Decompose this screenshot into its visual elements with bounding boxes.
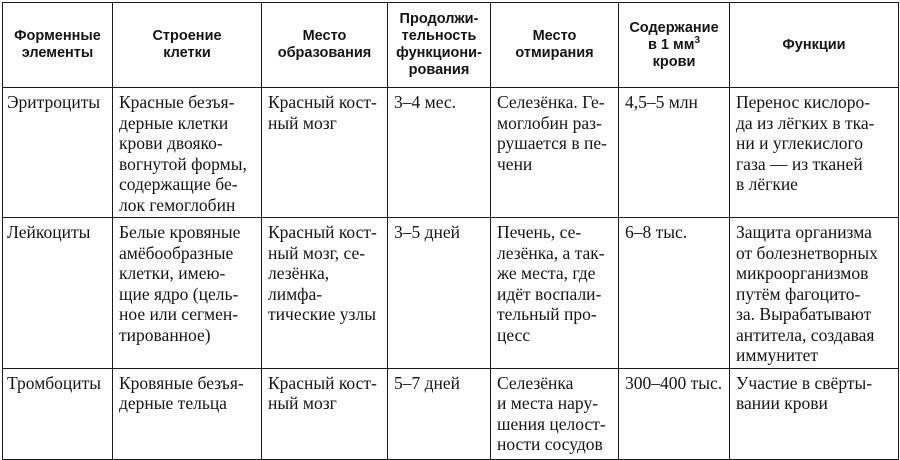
cell-formation-place: Красный кост- ный мозг (262, 88, 388, 218)
header-content-line3: крови (652, 53, 696, 70)
header-content-line2: в 1 $мм^3$ (647, 34, 701, 53)
cell-duration: 3–4 мес. (388, 88, 491, 218)
cell-functions: Перенос кислоро- да из лёгких в тка- ни и углекислого газа — из тканей в лёгкие (730, 88, 899, 218)
header-functions: Функции (730, 3, 899, 88)
cell-death-place: Селезёнка. Ге- моглобин раз- рушается в пе- чени (491, 88, 619, 218)
cell-functions: Участие в свёрты- вании крови (730, 368, 899, 459)
cell-content: 6–8 тыс. (619, 218, 730, 369)
cell-death-place: Печень, се- лезёнка, а так- же места, где идёт воспали- тельный про- цесс (491, 218, 619, 369)
header-duration: Продолжи- тельность функциони- рования (388, 3, 491, 88)
cell-element: Лейкоциты (3, 218, 113, 369)
blood-cells-table (2, 2, 899, 460)
cell-structure: Красные безъя- дерные клетки крови двояко- вогнутой формы, содержащие бе- лок гемоглобин (113, 88, 262, 218)
cell-functions: Защита организма от болезнетворных микроорганизмов путём фагоцито- за. Вырабатывают антитела, создавая иммунитет (730, 218, 899, 369)
header-structure: Строение клетки (113, 3, 262, 88)
cell-structure: Белые кровяные амёбообразные клетки, имею- щие ядро (цель- ное или сегмен- тированное) (113, 218, 262, 369)
cell-element: Эритроциты (3, 88, 113, 218)
cell-structure: Кровяные безъя- дерные тельца (113, 368, 262, 459)
header-elements: Форменные элементы (3, 3, 113, 88)
cell-duration: 3–5 дней (388, 218, 491, 369)
cell-content: 300–400 тыс. (619, 368, 730, 459)
header-death-place: Место отмирания (491, 3, 619, 88)
cell-content: 4,5–5 млн (619, 88, 730, 218)
cell-formation-place: Красный кост- ный мозг (262, 368, 388, 459)
table-row-thrombocytes (3, 368, 899, 459)
cell-formation-place: Красный кост- ный мозг, се- лезёнка, лимфа- тические узлы (262, 218, 388, 369)
header-row (3, 3, 899, 88)
header-content (619, 3, 730, 88)
cell-element: Тромбоциты (3, 368, 113, 459)
cell-duration: 5–7 дней (388, 368, 491, 459)
table-row-leukocytes (3, 218, 899, 369)
header-formation-place: Место образования (262, 3, 388, 88)
table-row-erythrocytes (3, 88, 899, 218)
header-content-line1: Содержание (629, 19, 719, 36)
cell-death-place: Селезёнка и места нару- шения целост- ности сосудов (491, 368, 619, 459)
